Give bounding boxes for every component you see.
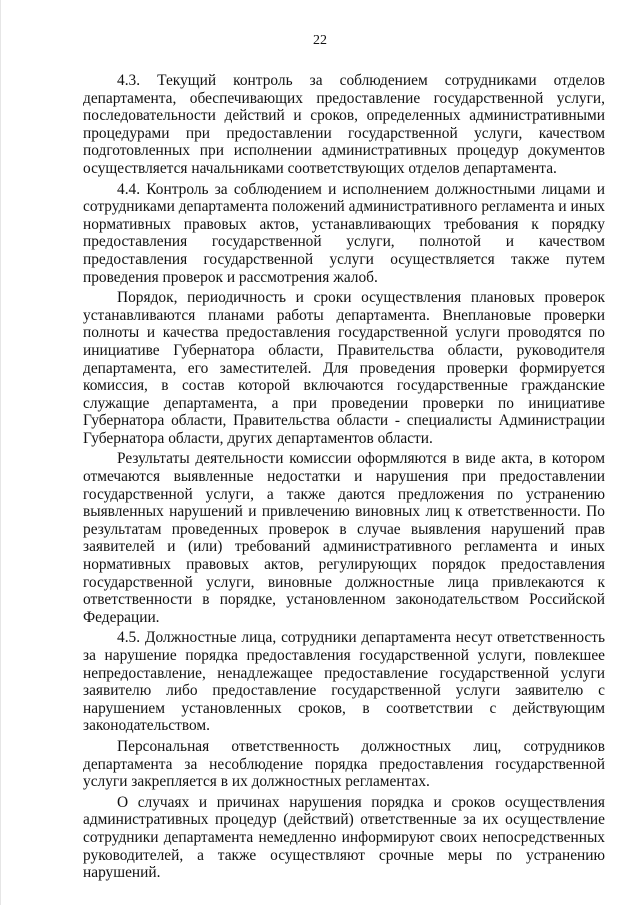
paragraph-commission-results: Результаты деятельности комиссии оформляются в виде акта, в котором отмечаются выявленные недостатки и нарушения при предоставлении государственной услуги, а также даются предложения по устранению выявленных нарушений и привлечению виновных лиц к ответственности. По результатам проведенных проверок в случае выявления нарушений прав заявителей и (или) требований административного регламента и иных нормативных правовых актов, регулирующих порядок предоставления государственной услуги, виновные должностные лица привлекаются к ответственности в порядке, установленном законодательством Российской Федерации. — [83, 450, 605, 626]
page-number: 22 — [313, 33, 327, 48]
page-edge-shadow — [0, 0, 1, 905]
paragraph-4-3: 4.3. Текущий контроль за соблюдением сотрудниками отделов департамента, обеспечивающих предоставление государственной услуги, последовательности действий и сроков, определенных административными процедурами при предоставлении государственной услуги, качеством подготовленных при исполнении административных процедур документов осуществляется начальниками соответствующих отделов департамента. — [83, 72, 605, 177]
document-body — [83, 72, 605, 882]
paragraph-inspection-procedure: Порядок, периодичность и сроки осуществления плановых проверок устанавливаются планами работы департамента. Внеплановые проверки полноты и качества предоставления государственной услуги проводятся по инициативе Губернатора области, Правительства области, руководителя департамента, его заместителей. Для проведения проверки формируется комиссия, в состав которой включаются государственные гражданские служащие департамента, а при проведении проверки по инициативе Губернатора области, Правительства области - специалисты Администрации Губернатора области, других департаментов области. — [83, 289, 605, 447]
paragraph-violation-reporting: О случаях и причинах нарушения порядка и сроков осуществления административных процедур (действий) ответственные за их осуществление сотрудники департамента немедленно информируют своих непосредственных руководителей, а также осуществляют срочные меры по устранению нарушений. — [83, 793, 605, 882]
paragraph-4-5: 4.5. Должностные лица, сотрудники департамента несут ответственность за нарушение порядка предоставления государственной услуги, повлекшее непредоставление, ненадлежащее предоставление государственной услуги заявителю либо предоставление государственной услуги заявителю с нарушением установленных сроков, в соответствии с действующим законодательством. — [83, 629, 605, 735]
paragraph-personal-responsibility: Персональная ответственность должностных лиц, сотрудников департамента за несоблюдение порядка предоставления государственной услуги закрепляется в их должностных регламентах. — [83, 737, 605, 791]
paragraph-4-4: 4.4. Контроль за соблюдением и исполнением должностными лицами и сотрудниками департамента положений административного регламента и иных нормативных правовых актов, устанавливающих требования к порядку предоставления государственной услуги, полнотой и качеством предоставления государственной услуги осуществляется также путем проведения проверок и рассмотрения жалоб. — [83, 180, 605, 286]
